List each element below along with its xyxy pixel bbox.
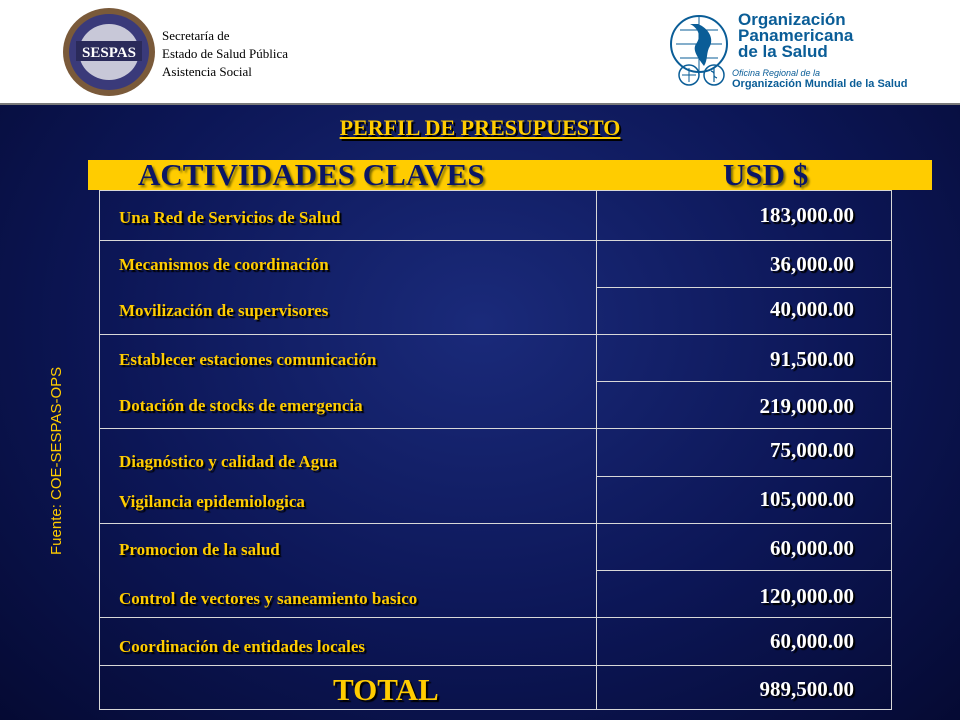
- ops-name: [738, 12, 853, 60]
- row-label: Control de vectores y saneamiento basico: [119, 589, 418, 608]
- total-label: TOTAL: [333, 672, 439, 707]
- row-label: Dotación de stocks de emergencia: [119, 396, 363, 415]
- row-divider: [99, 334, 892, 335]
- row-value: 40,000.00: [770, 297, 854, 321]
- row-value: 219,000.00: [759, 394, 854, 418]
- row-divider: [596, 287, 892, 288]
- secretaria-text: [162, 27, 288, 81]
- row-label: Una Red de Servicios de Salud: [119, 208, 341, 227]
- row-label: Promocion de la salud: [119, 540, 280, 559]
- row-divider: [99, 240, 892, 241]
- row-divider: [99, 665, 892, 666]
- row-label: Mecanismos de coordinación: [119, 255, 329, 274]
- row-label: Diagnóstico y calidad de Agua: [119, 452, 338, 471]
- row-value: 60,000.00: [770, 536, 854, 560]
- row-value: 36,000.00: [770, 252, 854, 276]
- column-divider: [596, 190, 597, 710]
- row-label: Movilización de supervisores: [119, 301, 329, 320]
- secretaria-line-2: Estado de Salud Pública: [162, 46, 289, 61]
- row-divider: [99, 523, 892, 524]
- row-divider: [596, 476, 892, 477]
- row-value: 120,000.00: [759, 584, 854, 608]
- ops-name-line-1: Organización: [738, 10, 846, 29]
- row-value: 183,000.00: [759, 203, 854, 227]
- row-value: 75,000.00: [770, 438, 854, 462]
- sespas-seal-logo: [62, 7, 156, 97]
- secretaria-line-3: Asistencia Social: [162, 64, 252, 79]
- svg-text:SESPAS: SESPAS: [82, 45, 136, 61]
- header-activities: ACTIVIDADES CLAVES: [138, 157, 485, 192]
- row-label: Vigilancia epidemiologica: [119, 492, 305, 511]
- ops-subline-1: Oficina Regional de la: [732, 68, 821, 78]
- row-value: 105,000.00: [759, 487, 854, 511]
- row-divider: [99, 428, 892, 429]
- header-banner: [0, 0, 960, 105]
- header-usd: USD $: [723, 157, 809, 192]
- secretaria-line-1: Secretaría de: [162, 28, 230, 43]
- row-label: Coordinación de entidades locales: [119, 637, 366, 656]
- row-label: Establecer estaciones comunicación: [119, 350, 377, 369]
- row-divider: [596, 570, 892, 571]
- who-emblem-icon: [703, 64, 725, 86]
- ops-emblem-icon: [678, 64, 700, 86]
- row-divider: [99, 617, 892, 618]
- ops-subline-2: Organización Mundial de la Salud: [732, 78, 908, 90]
- ops-name-line-2: Panamericana: [738, 26, 854, 45]
- total-value: 989,500.00: [759, 677, 854, 701]
- row-value: 91,500.00: [770, 347, 854, 371]
- ops-name-line-3: de la Salud: [738, 42, 828, 61]
- source-note: Fuente: COE-SESPAS-OPS: [48, 366, 65, 555]
- row-divider: [596, 381, 892, 382]
- page-title: PERFIL DE PRESUPUESTO: [339, 115, 621, 140]
- row-value: 60,000.00: [770, 629, 854, 653]
